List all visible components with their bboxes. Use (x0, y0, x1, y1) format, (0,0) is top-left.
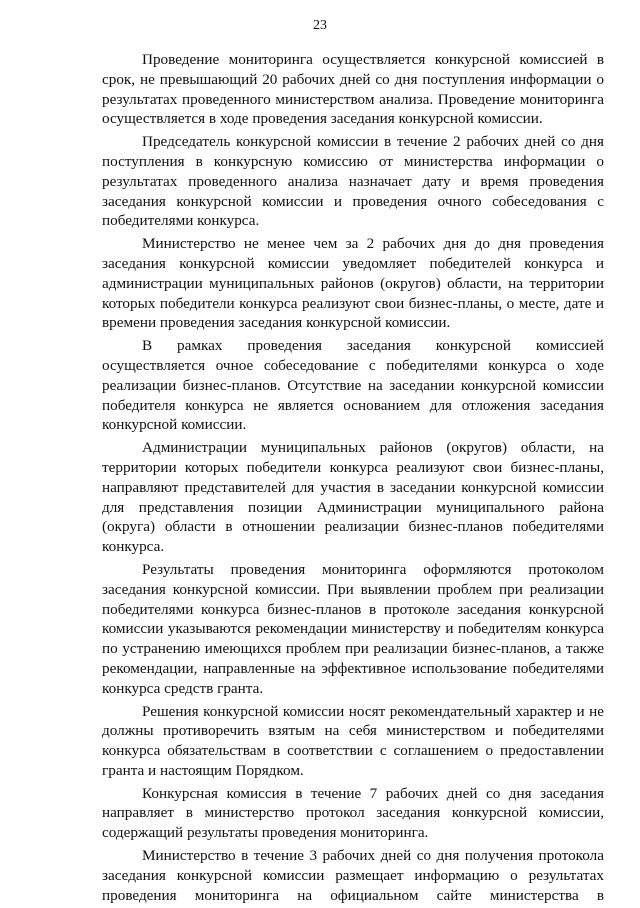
paragraph: Результаты проведения мониторинга оформляются протоколом заседания конкурсной комиссии. При выявлении проблем при реализации победителями конкурса бизнес-планов в протоколе заседания конкурсной комиссии указываются рекомендации министерству и победителям конкурса по устранению имеющихся проблем при реализации бизнес-планов, а также рекомендации, направленные на эффективное использование победителями конкурса средств гранта. (102, 560, 604, 697)
document-body (102, 50, 604, 908)
paragraph: Министерство не менее чем за 2 рабочих дня до дня проведения заседания конкурсной комиссии уведомляет победителей конкурса и администрации муниципальных районов (округов) области, на территории которых победители конкурса реализуют свои бизнес-планы, о месте, дате и времени проведения заседания конкурсной комиссии. (102, 235, 604, 332)
paragraph: Администрации муниципальных районов (округов) области, на территории которых победители конкурса реализуют свои бизнес-планы, направляют представителей для участия в заседании конкурсной комиссии для представления позиции Администрации муниципального района (округа) области в отношении реализации бизнес-планов победителями конкурса. (102, 439, 604, 556)
paragraph: Конкурсная комиссия в течение 7 рабочих дней со дня заседания направляет в министерство протокол заседания конкурсной комиссии, содержащий результаты проведения мониторинга. (102, 784, 604, 842)
paragraph: Проведение мониторинга осуществляется конкурсной комиссией в срок, не превышающий 20 рабочих дней со дня поступления информации о результатах проведенного министерством анализа. Проведение мониторинга осуществляется в ходе проведения заседания конкурсной комиссии. (102, 51, 604, 128)
paragraph: В рамках проведения заседания конкурсной комиссией осуществляется очное собеседование с победителями конкурса о ходе реализации бизнес-планов. Отсутствие на заседании конкурсной комиссии победителя конкурса не является основанием для отложения заседания конкурсной комиссии. (102, 337, 604, 434)
paragraph: Решения конкурсной комиссии носят рекомендательный характер и не должны противоречить взятым на себя министерством и победителями конкурса обязательствам в соответствии с соглашением о предоставлении гранта и настоящим Порядком. (102, 702, 604, 779)
paragraph: Председатель конкурсной комиссии в течение 2 рабочих дней со дня поступления в конкурсную комиссию от министерства информации о результатах проведенного анализа назначает дату и время проведения заседания конкурсной комиссии и проведения очного собеседования с победителями конкурса. (102, 133, 604, 230)
paragraph: Министерство в течение 3 рабочих дней со дня получения протокола заседания конкурсной комиссии размещает информацию о результатах проведения мониторинга на официальном сайте министерства в (102, 847, 604, 904)
page-number: 23 (313, 18, 327, 33)
